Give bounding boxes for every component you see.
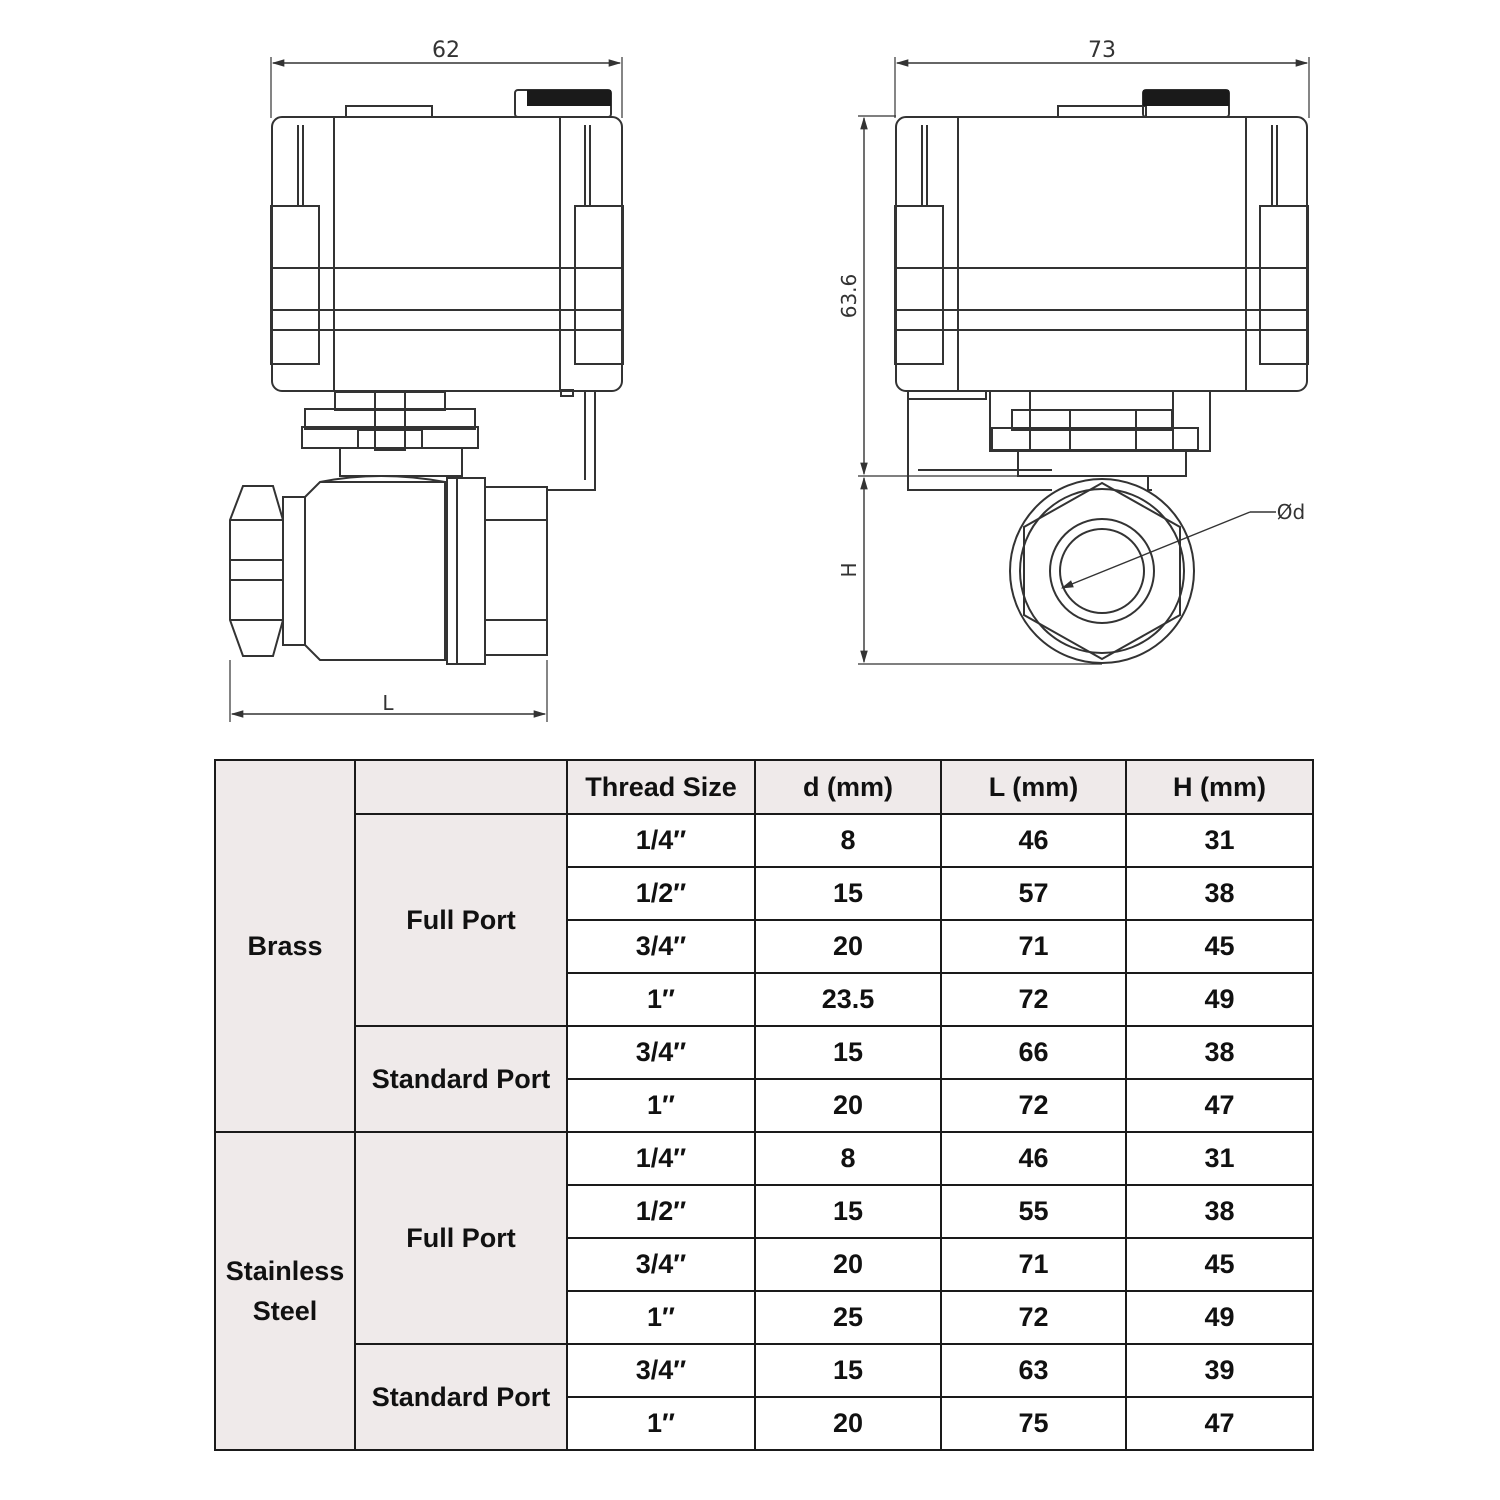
table-row [215,814,1313,867]
material-header-cell [215,760,355,1132]
thread-size-cell: 1″ [567,1079,755,1132]
front-view [230,57,623,722]
port-type-cell: Standard Port [355,1026,567,1132]
h-value-cell: 45 [1126,1238,1313,1291]
d-value-cell: 20 [755,1238,941,1291]
l-value-cell: 71 [941,920,1126,973]
l-value-cell: 55 [941,1185,1126,1238]
l-value-cell: 71 [941,1238,1126,1291]
port-type-cell: Standard Port [355,1344,567,1450]
l-value-cell: 72 [941,1079,1126,1132]
d-value-cell: 15 [755,867,941,920]
d-value-cell: 15 [755,1185,941,1238]
h-value-cell: 49 [1126,1291,1313,1344]
header-h: H (mm) [1126,760,1313,814]
spec-table-body [215,760,1313,1450]
h-value-cell: 47 [1126,1079,1313,1132]
header-d: d (mm) [755,760,941,814]
header-thread-size: Thread Size [567,760,755,814]
thread-size-cell: 1″ [567,1397,755,1450]
header-row [215,760,1313,814]
base-height-label: H [837,562,861,578]
d-value-cell: 8 [755,814,941,867]
port-type-cell: Full Port [355,814,567,1026]
thread-size-cell: 3/4″ [567,920,755,973]
table-row [215,1026,1313,1079]
l-value-cell: 75 [941,1397,1126,1450]
actuator-housing [272,117,622,391]
l-value-cell: 66 [941,1026,1126,1079]
material-name: Stainless Steel [225,1256,345,1326]
diameter-leader-line [1062,512,1250,588]
d-value-cell: 25 [755,1291,941,1344]
valve-spec-table [214,759,1314,1451]
d-value-cell: 20 [755,920,941,973]
empty-header-cell [355,760,567,814]
valve-end-outer [1010,479,1194,663]
diameter-label: Ød [1276,500,1306,524]
header-l: L (mm) [941,760,1126,814]
h-value-cell: 39 [1126,1344,1313,1397]
l-value-cell: 46 [941,1132,1126,1185]
actuator-height-label: 63.6 [837,273,861,319]
d-value-cell: 23.5 [755,973,941,1026]
h-value-cell: 45 [1126,920,1313,973]
thread-size-cell: 1/4″ [567,1132,755,1185]
l-value-cell: 57 [941,867,1126,920]
side-width-label: 73 [1088,38,1116,63]
l-value-cell: 72 [941,1291,1126,1344]
h-value-cell: 38 [1126,867,1313,920]
d-value-cell: 15 [755,1344,941,1397]
l-value-cell: 63 [941,1344,1126,1397]
h-value-cell: 49 [1126,973,1313,1026]
thread-size-cell: 3/4″ [567,1238,755,1291]
l-value-cell: 72 [941,973,1126,1026]
thread-size-cell: 1″ [567,1291,755,1344]
port-type-cell: Full Port [355,1132,567,1344]
d-value-cell: 8 [755,1132,941,1185]
h-value-cell: 31 [1126,1132,1313,1185]
h-value-cell: 38 [1126,1185,1313,1238]
d-value-cell: 20 [755,1397,941,1450]
thread-size-cell: 3/4″ [567,1344,755,1397]
thread-size-cell: 3/4″ [567,1026,755,1079]
material-name: Brass [247,930,323,961]
thread-size-cell: 1/2″ [567,1185,755,1238]
table-row [215,1344,1313,1397]
side-view [858,57,1309,664]
front-length-label: L [382,691,394,715]
hex-nut-left [230,486,283,656]
l-value-cell: 46 [941,814,1126,867]
thread-size-cell: 1″ [567,973,755,1026]
d-value-cell: 15 [755,1026,941,1079]
h-value-cell: 31 [1126,814,1313,867]
valve-bore [1060,529,1144,613]
h-value-cell: 38 [1126,1026,1313,1079]
front-width-label: 62 [432,38,460,63]
thread-size-cell: 1/4″ [567,814,755,867]
table-row [215,1132,1313,1185]
material-cell [215,1132,355,1450]
valve-body [305,482,445,660]
d-value-cell: 20 [755,1079,941,1132]
h-value-cell: 47 [1126,1397,1313,1450]
thread-size-cell: 1/2″ [567,867,755,920]
